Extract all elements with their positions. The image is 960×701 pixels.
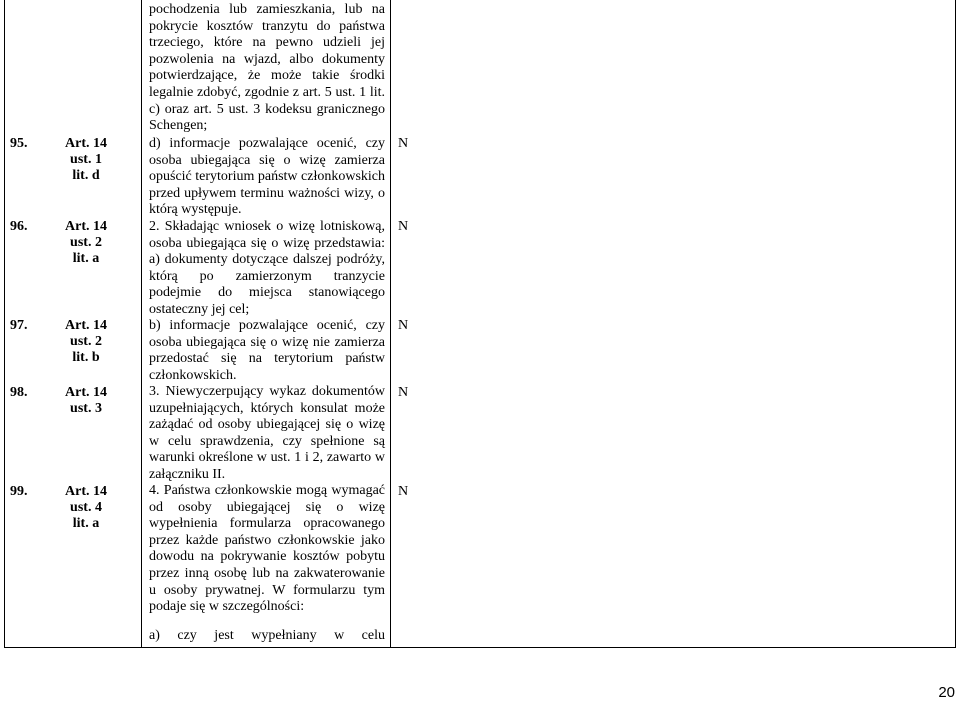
text-block	[149, 219, 385, 319]
ref-line: ust. 3	[70, 401, 102, 416]
text-block	[149, 136, 385, 219]
paragraph: b) informacje pozwalające ocenić, czy osoba ubiegająca się o wizę nie zamierza przedostać się na terytorium państw członkowskich.	[149, 318, 385, 383]
row-number: 96.	[10, 219, 28, 234]
table-border-left	[4, 0, 5, 647]
row-number: 97.	[10, 318, 28, 333]
text-block	[149, 384, 385, 484]
ref-line: lit. a	[72, 251, 100, 266]
paragraph: a) czy jest wypełniany w celu	[149, 628, 385, 643]
ref-line: ust. 2	[70, 334, 102, 349]
status-mark: N	[398, 219, 409, 234]
status-mark: N	[398, 385, 409, 400]
article-ref	[60, 385, 112, 417]
column-divider-text	[141, 0, 142, 647]
ref-line: lit. a	[72, 516, 100, 531]
ref-line: Art. 14	[65, 219, 107, 234]
ref-line: Art. 14	[65, 385, 107, 400]
paragraph: 3. Niewyczerpujący wykaz dokumentów uzupełniających, których konsulat może zażądać od osoby ubiegającej się o wizę w celu sprawdzenia, czy spełnione są warunki określone w ust. 1 i 2, zawarto w załączniku II.	[149, 384, 385, 482]
row-number: 98.	[10, 385, 28, 400]
article-ref	[60, 136, 112, 184]
article-ref	[60, 219, 112, 267]
text-block	[149, 318, 385, 384]
ref-line: lit. d	[72, 168, 100, 183]
ref-line: ust. 2	[70, 235, 102, 250]
ref-line: lit. b	[72, 350, 100, 365]
ref-line: Art. 14	[65, 318, 107, 333]
row-number: 95.	[10, 136, 28, 151]
column-divider-mark	[390, 0, 391, 647]
text-block	[149, 2, 385, 135]
paragraph: 2. Składając wniosek o wizę lotniskową, osoba ubiegająca się o wizę przedstawia: a) dokumenty dotyczące dalszej podróży, którą po zamierzonym tranzycie podejmie do miejsca stanowiącego ostateczny jej cel;	[149, 219, 385, 317]
ref-line: ust. 1	[70, 152, 102, 167]
article-ref	[60, 318, 112, 366]
document-table	[4, 0, 956, 648]
article-ref	[60, 484, 112, 532]
table-border-right	[955, 0, 956, 647]
ref-line: Art. 14	[65, 136, 107, 151]
text-block	[149, 483, 385, 616]
status-mark: N	[398, 136, 409, 151]
ref-line: Art. 14	[65, 484, 107, 499]
page-number: 20	[938, 684, 955, 701]
row-number: 99.	[10, 484, 28, 499]
paragraph: 4. Państwa członkowskie mogą wymagać od osoby ubiegającej się o wizę wypełnienia formularza opracowanego przez każde państwo członkowskie jako dowodu na pokrywanie kosztów pobytu przez inną osobę lub na zakwaterowanie u osoby prywatnej. W formularzu tym podaje się w szczególności:	[149, 483, 385, 615]
paragraph: pochodzenia lub zamieszkania, lub na pokrycie kosztów tranzytu do państwa trzeciego, które na pewno udzieli jej pozwolenia na wjazd, albo dokumenty potwierdzające, że może takie środki legalnie zdobyć, zgodnie z art. 5 ust. 1 lit. c) oraz art. 5 ust. 3 kodeksu granicznego Schengen;	[149, 2, 385, 134]
status-mark: N	[398, 318, 409, 333]
ref-line: ust. 4	[70, 500, 102, 515]
paragraph: d) informacje pozwalające ocenić, czy osoba ubiegająca się o wizę zamierza opuścić terytorium państw członkowskich przed upływem terminu ważności wizy, o którą występuje.	[149, 136, 386, 218]
status-mark: N	[398, 484, 409, 499]
text-block	[149, 628, 385, 645]
